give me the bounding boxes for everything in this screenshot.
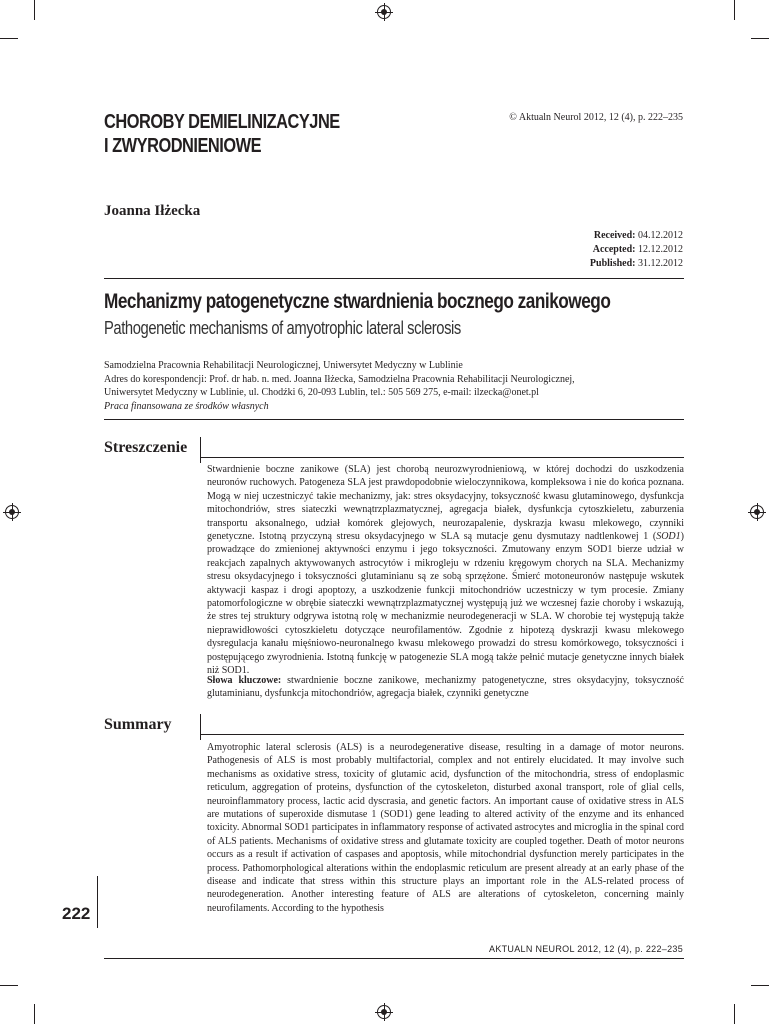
summary-text: Amyotrophic lateral sclerosis (ALS) is a neurodegenerative disease, resulting in a damage of motor neurons. Pathogenesis of ALS is most probably multifactorial, complex and not entirely elucidated. It may involve such mechanisms as oxidative stress, toxicity of glutamic acid, dysfunction of the mitochondria, stress of endoplasmic reticulum, aggregation of proteins, dysfunction of the cytoskeleton, disturbed axonal transport, role of glial cells, neuroinflammatory process, lactic acid dyscrasia, and genetic factors. An important cause of oxidative stress in ALS are mutations of superoxide dismutase 1 (SOD1) gene leading to altered activity of the enzyme and its enhanced toxicity. Abnormal SOD1 participates in inflammatory response of activated astrocytes and microglia in the spinal cord of ALS patients. Mechanisms of oxidative stress and glutamate toxicity are coupled together. Death of motor neurons occurs as a result if activation of caspases and apoptosis, while mitochondrial dysfunction merely participates in the process. Pathomorphological alterations within the endoplasmic reticulum are present already at an early phase of the disease and indicate that stress within this structure plays an important role in the ALS-related process of neurodegeneration. Another interesting feature of ALS are alterations of cytoskeleton, concerning mainly neurofilaments. According to the hypothesis [207,742,685,914]
author-name: Joanna Iłżecka [104,203,201,219]
crop-mark [0,985,18,986]
section-divider [200,437,201,463]
streszczenie-text-part: ) prowadzące do zmienionej aktywności enzymu i jego toksyczności. Zmutowany enzym SOD1 bierze udział w reakcjach zapalnych aktywowanych astrocytów i mikrogleju w rdzeniu kręgowym chorych na SLA. Mechanizmy stresu oksydacyjnego i toksyczności glutaminianu są ze sobą sprzężone. Śmierć motoneuronów następuje wskutek aktywacji kaspaz i drogi apoptozy, a uszkodzenie funkcji mitochondriów uczestniczy w tym procesie. Zmiany patomorfologiczne w obrębie siateczki wewnątrzplazmatycznej występują już we wczesnej fazie choroby i wskazują, że stres tej struktury odgrywa istotną rolę w mechanizmie neurodegeneracji w SLA. W chorobie tej występują także nieprawidłowości cytoszkieletu dotyczące neurofilamentów. Zgodnie z hipotezą dyskrazji kwasu mlekowego dysregulacja kanału mięśniowo-neuronalnego kwasu mlekowego prowadzi do stresu komórkowego, toksyczności i postępującego zwyrodnienia. Istotną funkcję w patogenezie SLA mogą także pełnić mutacje genetyczne innych białek niż SOD1. [207,531,684,677]
accepted-label: Accepted: [592,244,636,255]
registration-mark-icon [377,5,391,19]
received-date: 04.12.2012 [638,230,683,241]
section-heading-line2: I ZWYRODNIENIOWE [104,135,262,157]
correspondence-line: Adres do korespondencji: Prof. dr hab. n. med. Joanna Iłżecka, Samodzielna Pracownia Rehabilitacji Neurologicznej, [104,373,575,385]
accepted-date: 12.12.2012 [638,244,683,255]
article-title-pl: Mechanizmy patogenetyczne stwardnienia bocznego zanikowego [104,290,611,313]
keywords [207,674,684,701]
crop-mark [34,1004,35,1024]
registration-mark-icon [750,505,764,519]
crop-mark [751,985,769,986]
correspondence-line: Uniwersytet Medyczny w Lublinie, ul. Chodźki 6, 20-093 Lublin, tel.: 505 569 275, e-mail: ilzecka@onet.pl [104,387,539,398]
keywords-label: Słowa kluczowe: [207,675,282,686]
funding-line: Praca finansowana ze środków własnych [104,400,269,412]
streszczenie-text-part: Stwardnienie boczne zanikowe (SLA) jest chorobą neurozwyrodnieniową, w której dochodzi do uszkodzenia neuronów ruchowych. Patogeneza SLA jest prawdopodobnie wieloczynnikowa, kompleksowa i nie do końca poznana. Mogą w niej uczestniczyć takie mechanizmy, jak: stres oksydacyjny, toksyczność kwasu glutaminowego, dysfunkcja mitochondriów, stres siateczki wewnątrzplazmatycznej, agregacja białek, dysfunkcja cytoszkieletu, zaburzenia transportu aksonalnego, udział komórek glejowych, neurozapalenie, dyskrazja kwasu mlekowego, czynniki genetyczne. Istotną przyczyną stresu oksydacyjnego w SLA są mutacje genu dysmutazy nadtlenkowej 1 ( [207,464,684,543]
page-number: 222 [62,904,91,923]
divider [104,278,684,279]
article-dates [590,229,683,271]
crop-mark [34,0,35,20]
crop-mark [734,1004,735,1024]
affiliation [104,359,684,413]
section-heading-line1: CHOROBY DEMIELINIZACYJNE [104,111,340,133]
article-title-en: Pathogenetic mechanisms of amyotrophic lateral sclerosis [104,318,461,338]
divider [104,419,684,420]
published-label: Published: [589,258,636,269]
summary-heading: Summary [104,716,172,733]
section-heading [104,110,340,158]
streszczenie-text [207,463,684,678]
section-divider [200,457,684,458]
citation: © Aktualn Neurol 2012, 12 (4), p. 222–235 [509,112,683,123]
section-divider [200,714,201,740]
received-label: Received: [593,230,636,241]
footer-divider [104,958,684,959]
page-number-rule [97,876,98,928]
crop-mark [0,38,18,39]
published-date: 31.12.2012 [638,258,683,269]
section-divider [200,734,684,735]
affiliation-line: Samodzielna Pracownia Rehabilitacji Neurologicznej, Uniwersytet Medyczny w Lublinie [104,360,463,371]
gene-name: SOD1 [656,531,681,543]
streszczenie-heading: Streszczenie [104,439,188,456]
keywords-text: stwardnienie boczne zanikowe, mechanizmy patogenetyczne, stres oksydacyjny, toksyczność glutaminianu, dysfunkcja mitochondriów, agregacja białek, czynniki genetyczne [207,675,684,700]
registration-mark-icon [377,1005,391,1019]
footer-citation: AKTUALN NEUROL 2012, 12 (4), p. 222–235 [489,944,683,954]
registration-mark-icon [5,505,19,519]
crop-mark [751,38,769,39]
crop-mark [734,0,735,20]
